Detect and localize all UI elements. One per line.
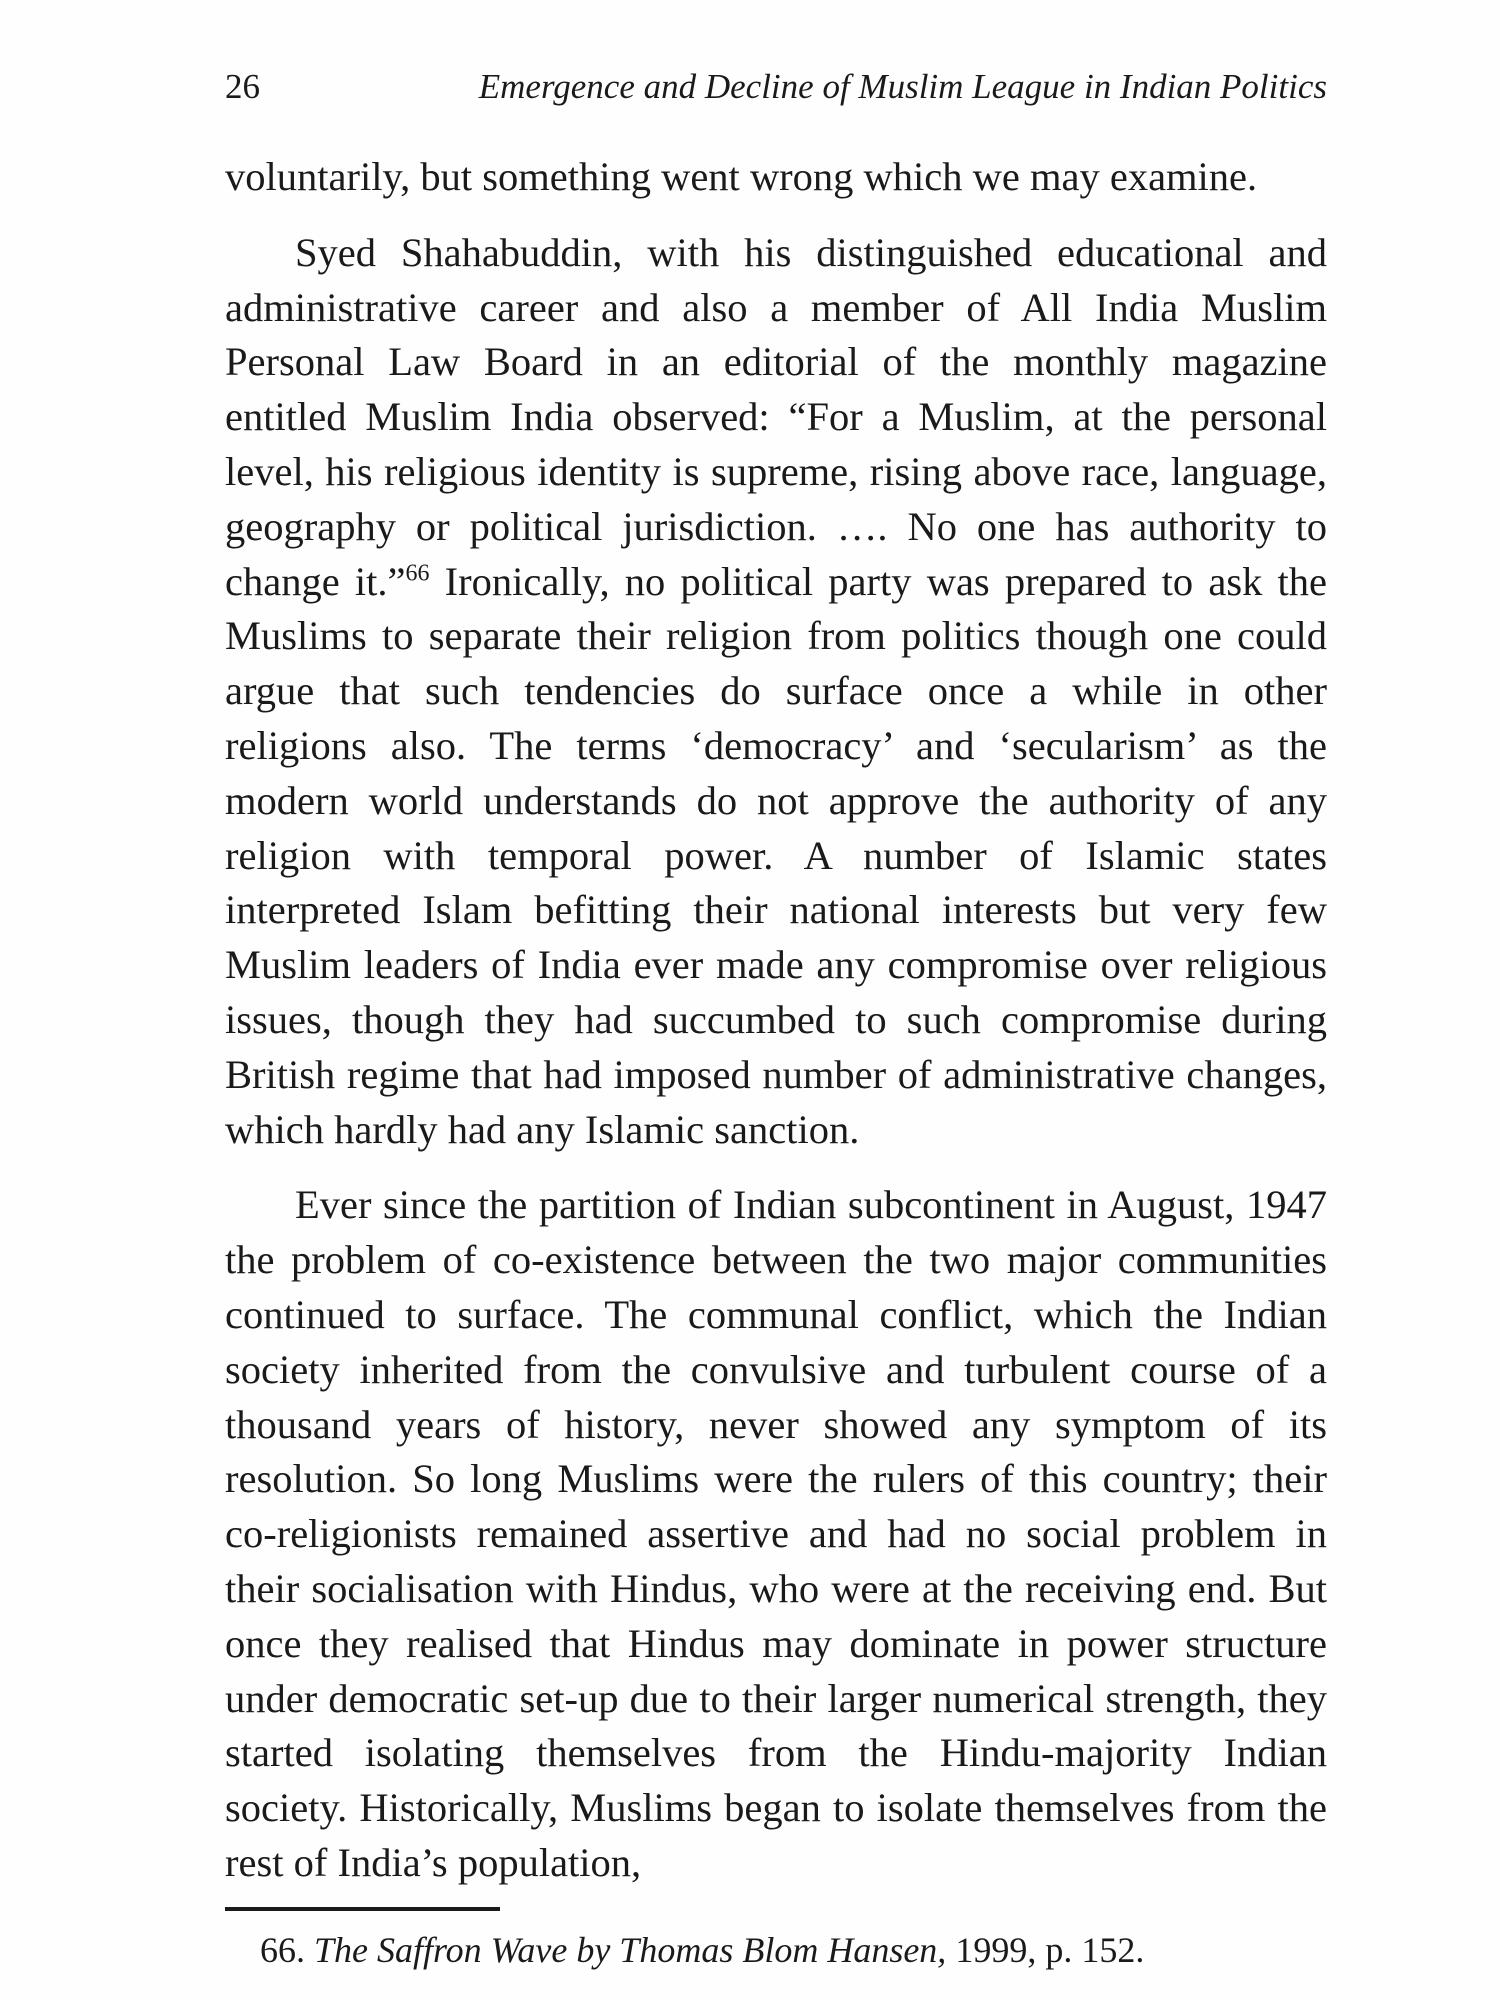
footnote xyxy=(260,1925,1320,1975)
footnote-source-title: The Saffron Wave by Thomas Blom Hansen, xyxy=(314,1930,947,1970)
body-text xyxy=(225,150,1327,1891)
paragraph-partition: Ever since the partition of Indian subcontinent in August, 1947 the problem of co-existence between the two major communities continued to surface. The communal conflict, which the Indian society inherited from the convulsive and turbulent course of a thousand years of history, never showed any symptom of its resolution. So long Muslims were the rulers of this country; their co-religionists remained assertive and had no social problem in their socialisation with Hindus, who were at the receiving end. But once they realised that Hindus may dominate in power structure under democratic set-up due to their larger numerical strength, they started isolating themselves from the Hindu-majority Indian society. Historically, Muslims began to isolate themselves from the rest of India’s population, xyxy=(225,1182,1327,1885)
paragraph-shahabuddin xyxy=(225,226,1327,1158)
paragraph-text: Ironically, no political party was prepared to ask the Muslims to separate their religion from politics though one could argue that such tendencies do surface once a while in other religions also. The terms ‘democracy’ and ‘secularism’ as the modern world understands do not approve the authority of any religion with temporal power. A number of Islamic states interpreted Islam befitting their national interests but very few Muslim leaders of India ever made any compromise over religious issues, though they had succumbed to such compromise during British regime that had imposed number of administrative changes, which hardly had any Islamic sanction. xyxy=(225,558,1327,1152)
footnote-reference[interactable]: 66 xyxy=(405,560,430,587)
footnote-source-details: 1999, p. 152. xyxy=(955,1930,1145,1970)
page-header xyxy=(225,62,1327,112)
paragraph-text: Syed Shahabuddin, with his distinguished educational and administrative career and also a member of All India Muslim Personal Law Board in an editorial of the monthly magazine entitled Muslim India observed: “For a Muslim, at the personal level, his religious identity is supreme, rising above race, language, geography or political jurisdiction. …. No one has authority to change it.” xyxy=(225,229,1327,604)
paragraph-continuation: voluntarily, but something went wrong which we may examine. xyxy=(225,154,1258,199)
running-title: Emergence and Decline of Muslim League in Indian Politics xyxy=(478,67,1327,106)
footnote-number: 66. xyxy=(260,1930,305,1970)
footnote-divider xyxy=(225,1907,500,1911)
page-number: 26 xyxy=(225,67,260,106)
